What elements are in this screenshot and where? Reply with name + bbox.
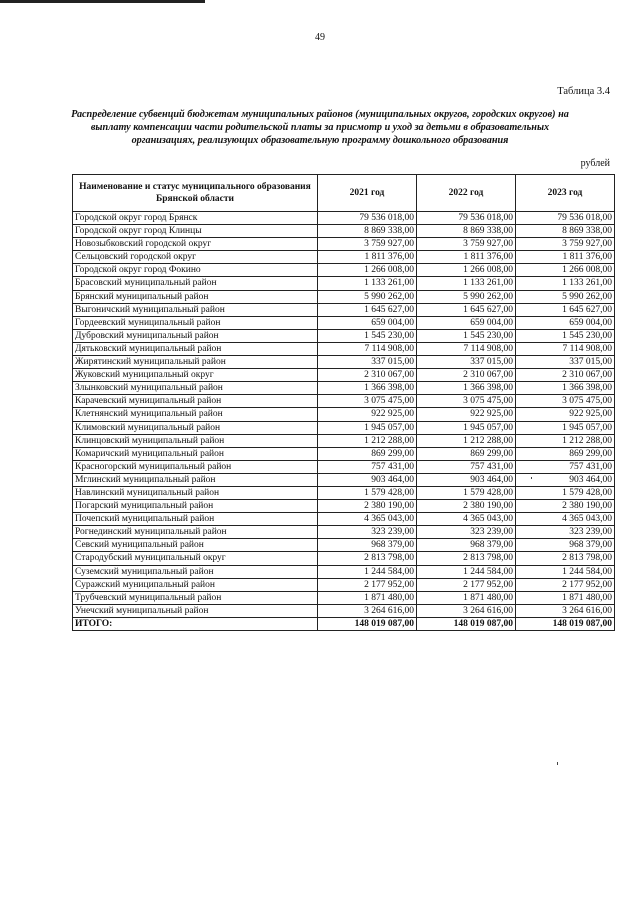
value-2022-cell: 869 299,00	[417, 447, 516, 460]
value-2023-cell: 1 811 376,00	[516, 251, 615, 264]
value-2021-cell: 1 945 057,00	[318, 421, 417, 434]
municipality-name-cell: Клинцовский муниципальный район	[73, 434, 318, 447]
value-2021-cell: 3 759 927,00	[318, 238, 417, 251]
table-row	[73, 395, 615, 408]
value-2022-cell: 1 645 627,00	[417, 303, 516, 316]
municipality-name-cell: Сельцовский городской округ	[73, 251, 318, 264]
municipality-name-cell: Почепский муниципальный район	[73, 513, 318, 526]
municipality-name-cell: Севский муниципальный район	[73, 539, 318, 552]
value-2022-cell: 79 536 018,00	[417, 212, 516, 225]
value-2021-cell: 1 212 288,00	[318, 434, 417, 447]
value-2023-cell: 1 545 230,00	[516, 329, 615, 342]
value-2021-cell: 1 545 230,00	[318, 329, 417, 342]
document-title: Распределение субвенций бюджетам муниципальных районов (муниципальных округов, городских округов) на выплату компенсации части родительской платы за присмотр и уход за детьми в образовательных организациях, реализующих образовательную программу дошкольного образования	[71, 109, 569, 146]
municipality-name-cell: Брянский муниципальный район	[73, 290, 318, 303]
value-2023-cell: 337 015,00	[516, 356, 615, 369]
value-2023-cell: 659 004,00	[516, 316, 615, 329]
value-2023-cell: 2 177 952,00	[516, 578, 615, 591]
value-2022-cell: 903 464,00	[417, 473, 516, 486]
page-number: 49	[315, 32, 325, 43]
value-2022-cell: 3 075 475,00	[417, 395, 516, 408]
value-2022-cell: 922 925,00	[417, 408, 516, 421]
header-name: Наименование и статус муниципального образования Брянской области	[73, 175, 318, 212]
value-2022-cell: 1 366 398,00	[417, 382, 516, 395]
value-2022-cell: 7 114 908,00	[417, 342, 516, 355]
value-2023-cell: 1 579 428,00	[516, 486, 615, 499]
total-2022-cell: 148 019 087,00	[417, 617, 516, 630]
municipality-name-cell: Стародубский муниципальный округ	[73, 552, 318, 565]
value-2023-cell: 3 075 475,00	[516, 395, 615, 408]
header-2022: 2022 год	[417, 175, 516, 212]
table-row	[73, 513, 615, 526]
value-2021-cell: 968 379,00	[318, 539, 417, 552]
table-row	[73, 421, 615, 434]
value-2023-cell: 3 759 927,00	[516, 238, 615, 251]
value-2022-cell: 1 266 008,00	[417, 264, 516, 277]
municipality-name-cell: Погарский муниципальный район	[73, 500, 318, 513]
table-row	[73, 342, 615, 355]
units-label: рублей	[580, 158, 610, 169]
municipality-name-cell: Комаричский муниципальный район	[73, 447, 318, 460]
table-row	[73, 277, 615, 290]
value-2022-cell: 2 177 952,00	[417, 578, 516, 591]
value-2021-cell: 1 645 627,00	[318, 303, 417, 316]
value-2021-cell: 1 133 261,00	[318, 277, 417, 290]
table-row	[73, 251, 615, 264]
value-2021-cell: 2 813 798,00	[318, 552, 417, 565]
municipality-name-cell: Городской округ город Брянск	[73, 212, 318, 225]
value-2023-cell: 2 380 190,00	[516, 500, 615, 513]
municipality-name-cell: Злынковский муниципальный район	[73, 382, 318, 395]
value-2022-cell: 1 579 428,00	[417, 486, 516, 499]
total-label-cell: ИТОГО:	[73, 617, 318, 630]
total-2021-cell: 148 019 087,00	[318, 617, 417, 630]
value-2021-cell: 4 365 043,00	[318, 513, 417, 526]
value-2022-cell: 337 015,00	[417, 356, 516, 369]
municipality-name-cell: Клетнянский муниципальный район	[73, 408, 318, 421]
value-2023-cell: 3 264 616,00	[516, 604, 615, 617]
value-2021-cell: 2 310 067,00	[318, 369, 417, 382]
value-2023-cell: 1 212 288,00	[516, 434, 615, 447]
value-2023-cell: 4 365 043,00	[516, 513, 615, 526]
value-2022-cell: 1 811 376,00	[417, 251, 516, 264]
municipality-name-cell: Суземский муниципальный район	[73, 565, 318, 578]
header-2023: 2023 год	[516, 175, 615, 212]
municipality-name-cell: Дубровский муниципальный район	[73, 329, 318, 342]
value-2021-cell: 903 464,00	[318, 473, 417, 486]
value-2022-cell: 1 545 230,00	[417, 329, 516, 342]
municipality-name-cell: Гордеевский муниципальный район	[73, 316, 318, 329]
municipality-name-cell: Трубчевский муниципальный район	[73, 591, 318, 604]
value-2021-cell: 323 239,00	[318, 526, 417, 539]
table-row	[73, 408, 615, 421]
table-row	[73, 578, 615, 591]
municipality-name-cell: Выгоничский муниципальный район	[73, 303, 318, 316]
table-row	[73, 460, 615, 473]
value-2022-cell: 323 239,00	[417, 526, 516, 539]
value-2022-cell: 1 871 480,00	[417, 591, 516, 604]
value-2022-cell: 1 244 584,00	[417, 565, 516, 578]
value-2021-cell: 1 244 584,00	[318, 565, 417, 578]
table-row	[73, 591, 615, 604]
municipality-name-cell: Мглинский муниципальный район	[73, 473, 318, 486]
value-2022-cell: 757 431,00	[417, 460, 516, 473]
value-2023-cell: 79 536 018,00	[516, 212, 615, 225]
municipality-name-cell: Навлинский муниципальный район	[73, 486, 318, 499]
table-row	[73, 473, 615, 486]
value-2023-cell: 1 244 584,00	[516, 565, 615, 578]
value-2022-cell: 2 813 798,00	[417, 552, 516, 565]
municipality-name-cell: Городской округ город Фокино	[73, 264, 318, 277]
municipality-name-cell: Рогнединский муниципальный район	[73, 526, 318, 539]
municipality-name-cell: Брасовский муниципальный район	[73, 277, 318, 290]
municipality-name-cell: Суражский муниципальный район	[73, 578, 318, 591]
total-row	[73, 617, 615, 630]
value-2021-cell: 337 015,00	[318, 356, 417, 369]
value-2023-cell: 7 114 908,00	[516, 342, 615, 355]
table-row	[73, 565, 615, 578]
table-row	[73, 382, 615, 395]
value-2021-cell: 8 869 338,00	[318, 225, 417, 238]
value-2023-cell: 2 813 798,00	[516, 552, 615, 565]
value-2023-cell: 2 310 067,00	[516, 369, 615, 382]
municipality-name-cell: Новозыбковский городской округ	[73, 238, 318, 251]
value-2021-cell: 2 380 190,00	[318, 500, 417, 513]
value-2021-cell: 1 811 376,00	[318, 251, 417, 264]
table-row	[73, 604, 615, 617]
value-2021-cell: 5 990 262,00	[318, 290, 417, 303]
value-2022-cell: 3 264 616,00	[417, 604, 516, 617]
value-2022-cell: 3 759 927,00	[417, 238, 516, 251]
value-2023-cell: 922 925,00	[516, 408, 615, 421]
municipality-name-cell: Климовский муниципальный район	[73, 421, 318, 434]
municipality-name-cell: Карачевский муниципальный район	[73, 395, 318, 408]
table-header-row	[73, 175, 615, 212]
municipality-name-cell: Дятьковский муниципальный район	[73, 342, 318, 355]
value-2023-cell: 757 431,00	[516, 460, 615, 473]
value-2023-cell: 869 299,00	[516, 447, 615, 460]
table-row	[73, 447, 615, 460]
table-row	[73, 500, 615, 513]
value-2021-cell: 922 925,00	[318, 408, 417, 421]
municipality-name-cell: Унечский муниципальный район	[73, 604, 318, 617]
value-2023-cell: 1 366 398,00	[516, 382, 615, 395]
municipality-name-cell: Жуковский муниципальный округ	[73, 369, 318, 382]
table-body	[73, 212, 615, 631]
value-2021-cell: 3 075 475,00	[318, 395, 417, 408]
municipality-name-cell: Красногорский муниципальный район	[73, 460, 318, 473]
value-2023-cell: 5 990 262,00	[516, 290, 615, 303]
table-row	[73, 225, 615, 238]
table-row	[73, 434, 615, 447]
value-2021-cell: 7 114 908,00	[318, 342, 417, 355]
value-2021-cell: 2 177 952,00	[318, 578, 417, 591]
table-row	[73, 356, 615, 369]
value-2021-cell: 1 266 008,00	[318, 264, 417, 277]
value-2023-cell: 8 869 338,00	[516, 225, 615, 238]
value-2022-cell: 4 365 043,00	[417, 513, 516, 526]
value-2022-cell: 968 379,00	[417, 539, 516, 552]
value-2023-cell: 1 266 008,00	[516, 264, 615, 277]
value-2022-cell: 2 380 190,00	[417, 500, 516, 513]
table-row	[73, 329, 615, 342]
subsidy-table	[72, 174, 615, 631]
table-row	[73, 238, 615, 251]
value-2021-cell: 869 299,00	[318, 447, 417, 460]
value-2021-cell: 79 536 018,00	[318, 212, 417, 225]
value-2021-cell: 757 431,00	[318, 460, 417, 473]
value-2021-cell: 659 004,00	[318, 316, 417, 329]
municipality-name-cell: Городской округ город Клинцы	[73, 225, 318, 238]
value-2022-cell: 1 212 288,00	[417, 434, 516, 447]
header-2021: 2021 год	[318, 175, 417, 212]
table-row	[73, 290, 615, 303]
table-row	[73, 552, 615, 565]
value-2022-cell: 5 990 262,00	[417, 290, 516, 303]
table-row	[73, 303, 615, 316]
value-2022-cell: 2 310 067,00	[417, 369, 516, 382]
value-2023-cell: 968 379,00	[516, 539, 615, 552]
total-2023-cell: 148 019 087,00	[516, 617, 615, 630]
value-2023-cell: 1 945 057,00	[516, 421, 615, 434]
municipality-name-cell: Жирятинский муниципальный район	[73, 356, 318, 369]
value-2022-cell: 1 133 261,00	[417, 277, 516, 290]
top-rule	[0, 0, 205, 3]
value-2021-cell: 3 264 616,00	[318, 604, 417, 617]
value-2022-cell: 8 869 338,00	[417, 225, 516, 238]
value-2023-cell: 903 464,00	[516, 473, 615, 486]
table-row	[73, 526, 615, 539]
value-2021-cell: 1 579 428,00	[318, 486, 417, 499]
table-row	[73, 539, 615, 552]
value-2021-cell: 1 871 480,00	[318, 591, 417, 604]
table-row	[73, 369, 615, 382]
scan-mark	[557, 762, 558, 765]
value-2023-cell: 1 645 627,00	[516, 303, 615, 316]
table-label: Таблица 3.4	[557, 86, 610, 97]
table-row	[73, 486, 615, 499]
value-2021-cell: 1 366 398,00	[318, 382, 417, 395]
scan-speck	[531, 477, 532, 479]
value-2023-cell: 1 133 261,00	[516, 277, 615, 290]
table-row	[73, 316, 615, 329]
table-row	[73, 212, 615, 225]
value-2023-cell: 1 871 480,00	[516, 591, 615, 604]
value-2022-cell: 1 945 057,00	[417, 421, 516, 434]
value-2022-cell: 659 004,00	[417, 316, 516, 329]
table-row	[73, 264, 615, 277]
value-2023-cell: 323 239,00	[516, 526, 615, 539]
